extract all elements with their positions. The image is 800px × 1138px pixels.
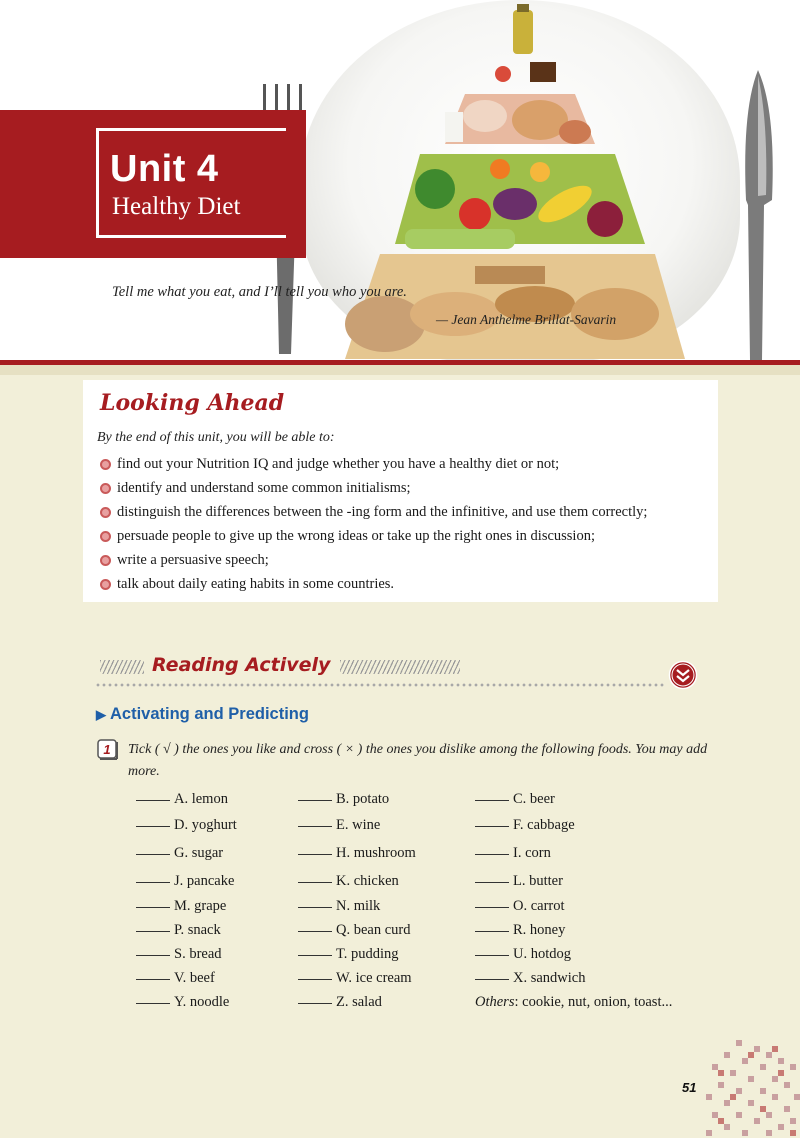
goal-text: find out your Nutrition IQ and judge whether you have a healthy diet or not; xyxy=(117,455,560,472)
food-label: X. sandwich xyxy=(513,970,586,986)
answer-blank[interactable] xyxy=(475,882,509,883)
answer-blank[interactable] xyxy=(136,826,170,827)
answer-blank[interactable] xyxy=(136,955,170,956)
food-item[interactable] xyxy=(136,922,221,939)
food-item[interactable] xyxy=(475,845,551,862)
bullet-icon xyxy=(100,507,111,518)
answer-blank[interactable] xyxy=(136,907,170,908)
food-label: U. hotdog xyxy=(513,946,571,962)
food-label: F. cabbage xyxy=(513,817,575,833)
task-number-badge xyxy=(96,738,118,760)
page-number: 51 xyxy=(682,1080,697,1095)
food-item[interactable] xyxy=(475,873,563,890)
food-label: A. lemon xyxy=(174,791,228,807)
food-pyramid-image xyxy=(325,4,685,359)
knife-image xyxy=(728,70,788,360)
food-item[interactable] xyxy=(298,994,382,1011)
hatch-decoration-right xyxy=(340,660,460,674)
food-item[interactable] xyxy=(136,970,215,987)
food-label: R. honey xyxy=(513,922,566,938)
food-label: Z. salad xyxy=(336,994,382,1010)
answer-blank[interactable] xyxy=(298,1003,332,1004)
food-label: J. pancake xyxy=(174,873,235,889)
answer-blank[interactable] xyxy=(298,931,332,932)
banner-shadow-band xyxy=(0,365,800,375)
food-item[interactable] xyxy=(298,970,412,987)
goal-text: identify and understand some common initialisms; xyxy=(117,479,411,496)
food-label: G. sugar xyxy=(174,845,224,861)
food-item[interactable] xyxy=(298,817,380,834)
others-label: Others xyxy=(475,994,515,1010)
food-item[interactable] xyxy=(136,817,237,834)
food-item[interactable] xyxy=(136,946,222,963)
food-item[interactable] xyxy=(136,994,229,1011)
food-label: T. pudding xyxy=(336,946,399,962)
looking-ahead-intro: By the end of this unit, you will be able to: xyxy=(97,430,335,445)
answer-blank[interactable] xyxy=(136,979,170,980)
section-title: Reading Actively xyxy=(152,654,331,676)
food-item[interactable] xyxy=(475,898,565,915)
goal-text: talk about daily eating habits in some countries. xyxy=(117,575,395,592)
food-label: V. beef xyxy=(174,970,215,986)
chevron-down-icon[interactable] xyxy=(668,660,698,690)
food-label: C. beer xyxy=(513,791,555,807)
goal-text: distinguish the differences between the -ing form and the infinitive, and use them correctly; xyxy=(117,503,648,520)
answer-blank[interactable] xyxy=(136,854,170,855)
bullet-icon xyxy=(100,483,111,494)
food-item[interactable] xyxy=(475,791,555,808)
list-item xyxy=(100,572,647,596)
hatch-decoration-left xyxy=(100,660,144,674)
answer-blank[interactable] xyxy=(298,907,332,908)
food-item[interactable] xyxy=(298,898,380,915)
food-label: H. mushroom xyxy=(336,845,416,861)
answer-blank[interactable] xyxy=(475,800,509,801)
answer-blank[interactable] xyxy=(298,882,332,883)
answer-blank[interactable] xyxy=(136,800,170,801)
answer-blank[interactable] xyxy=(475,854,509,855)
food-item[interactable] xyxy=(475,946,571,963)
answer-blank[interactable] xyxy=(136,931,170,932)
answer-blank[interactable] xyxy=(475,979,509,980)
bullet-icon xyxy=(100,555,111,566)
food-label: M. grape xyxy=(174,898,227,914)
food-label: W. ice cream xyxy=(336,970,412,986)
list-item xyxy=(100,500,647,524)
answer-blank[interactable] xyxy=(298,826,332,827)
unit-title: Healthy Diet xyxy=(112,193,241,220)
food-label: E. wine xyxy=(336,817,381,833)
food-label: O. carrot xyxy=(513,898,565,914)
answer-blank[interactable] xyxy=(475,907,509,908)
food-item[interactable] xyxy=(475,817,575,834)
list-item xyxy=(100,476,647,500)
answer-blank[interactable] xyxy=(298,854,332,855)
food-item[interactable] xyxy=(298,791,389,808)
food-item[interactable] xyxy=(136,873,234,890)
bullet-icon xyxy=(100,459,111,470)
goal-text: write a persuasive speech; xyxy=(117,551,269,568)
food-label: B. potato xyxy=(336,791,390,807)
food-item[interactable] xyxy=(475,922,565,939)
answer-blank[interactable] xyxy=(136,1003,170,1004)
food-item[interactable] xyxy=(136,898,226,915)
answer-blank[interactable] xyxy=(475,931,509,932)
subsection-heading xyxy=(96,705,309,724)
list-item xyxy=(100,548,647,572)
list-item xyxy=(100,524,647,548)
epigraph-quote: Tell me what you eat, and I’ll tell you who you are. xyxy=(112,284,407,300)
dotted-divider xyxy=(95,683,665,687)
unit-number: Unit 4 xyxy=(110,148,219,190)
food-label: I. corn xyxy=(513,845,551,861)
pixel-pattern-decoration xyxy=(706,1040,800,1138)
triangle-right-icon: ▶ xyxy=(96,707,106,722)
food-label: D. yoghurt xyxy=(174,817,237,833)
food-item[interactable] xyxy=(136,791,228,808)
food-label: N. milk xyxy=(336,898,381,914)
answer-blank[interactable] xyxy=(475,955,509,956)
answer-blank[interactable] xyxy=(136,882,170,883)
food-item[interactable] xyxy=(475,970,586,987)
food-label: L. butter xyxy=(513,873,563,889)
bullet-icon xyxy=(100,579,111,590)
food-item[interactable] xyxy=(298,873,399,890)
food-label: S. bread xyxy=(174,946,222,962)
answer-blank[interactable] xyxy=(475,826,509,827)
food-label: Q. bean curd xyxy=(336,922,411,938)
subsection-heading-text: Activating and Predicting xyxy=(110,705,309,723)
food-label: P. snack xyxy=(174,922,221,938)
food-item[interactable] xyxy=(298,845,416,862)
food-item[interactable] xyxy=(136,845,223,862)
task-number: 1 xyxy=(103,742,111,757)
answer-blank[interactable] xyxy=(298,979,332,980)
task-instructions: Tick ( √ ) the ones you like and cross ( × ) the ones you dislike among the following foods. You may add more. xyxy=(128,742,708,779)
food-label: Y. noodle xyxy=(174,994,230,1010)
food-label: K. chicken xyxy=(336,873,399,889)
others-note xyxy=(475,994,672,1011)
food-item[interactable] xyxy=(298,922,410,939)
unit-banner xyxy=(0,0,800,362)
answer-blank[interactable] xyxy=(298,955,332,956)
learning-goals-list xyxy=(100,452,647,596)
bullet-icon xyxy=(100,531,111,542)
answer-blank[interactable] xyxy=(298,800,332,801)
others-text: : cookie, nut, onion, toast... xyxy=(514,994,673,1010)
goal-text: persuade people to give up the wrong ideas or take up the right ones in discussion; xyxy=(117,527,595,544)
looking-ahead-title: Looking Ahead xyxy=(100,390,285,416)
epigraph-author: — Jean Anthelme Brillat-Savarin xyxy=(436,312,617,327)
food-item[interactable] xyxy=(298,946,399,963)
list-item xyxy=(100,452,647,476)
